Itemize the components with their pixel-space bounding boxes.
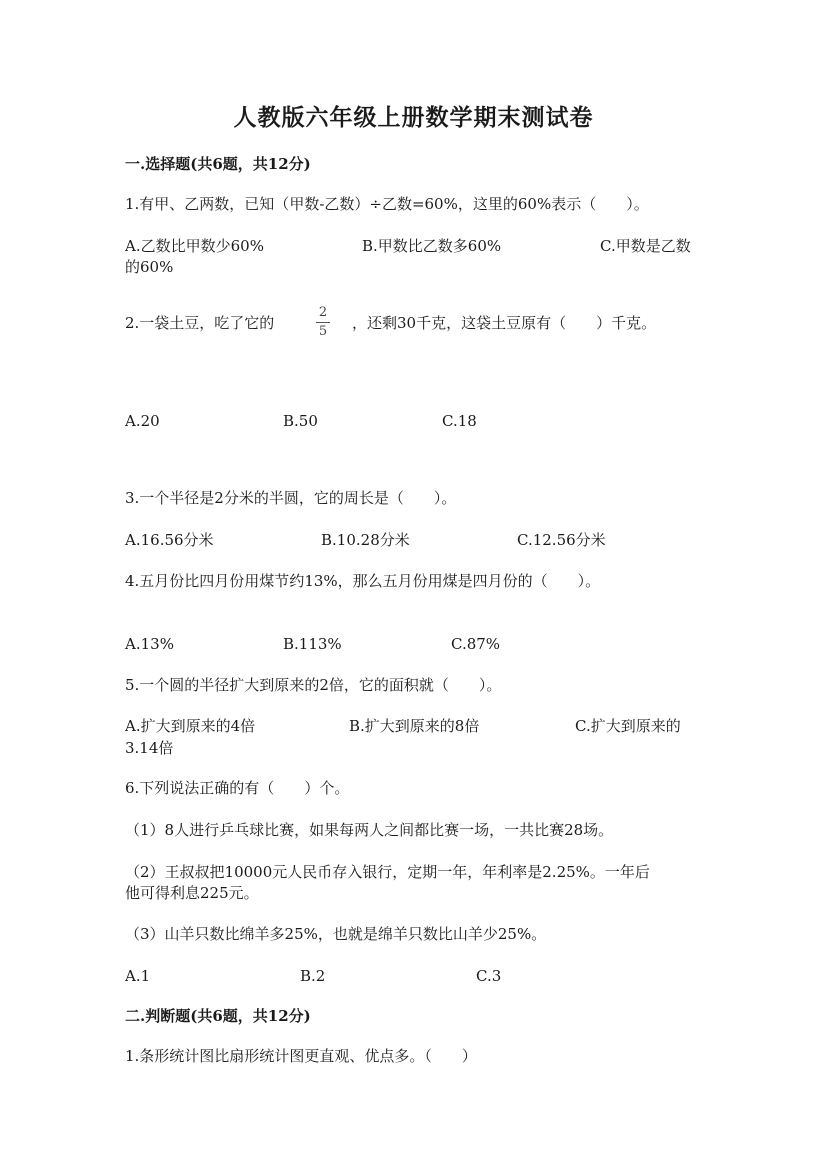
q2-stem-pre: 2.一袋土豆，吃了它的 bbox=[125, 314, 275, 332]
q4-option-b[interactable]: B.113% bbox=[283, 635, 342, 653]
q2-option-a[interactable]: A.20 bbox=[125, 412, 160, 430]
q1-stem: 1.有甲、乙两数，已知（甲数-乙数）÷乙数=60%，这里的60%表示（ ）。 bbox=[125, 195, 649, 213]
q6-statement-3: （3）山羊只数比绵羊多25%，也就是绵羊只数比山羊少25%。 bbox=[125, 925, 547, 943]
q1-option-a[interactable]: A.乙数比甲数少60% bbox=[125, 237, 264, 255]
q5-option-b[interactable]: B.扩大到原来的8倍 bbox=[349, 717, 480, 735]
q2-stem-post: ，还剩30千克，这袋土豆原有（ ）千克。 bbox=[352, 314, 657, 332]
q2-option-c[interactable]: C.18 bbox=[442, 412, 477, 430]
q3-option-b[interactable]: B.10.28分米 bbox=[321, 531, 410, 549]
page-title: 人教版六年级上册数学期末测试卷 bbox=[233, 104, 594, 131]
q6-stem: 6.下列说法正确的有（ ）个。 bbox=[125, 779, 350, 797]
q5-option-c-cont: 3.14倍 bbox=[125, 739, 174, 757]
q5-option-a[interactable]: A.扩大到原来的4倍 bbox=[125, 717, 256, 735]
q1-option-c[interactable]: C.甲数是乙数 bbox=[600, 237, 691, 255]
q3-option-a[interactable]: A.16.56分米 bbox=[125, 531, 214, 549]
section1-heading: 一.选择题(共6题，共12分) bbox=[125, 155, 311, 173]
q6-option-a[interactable]: A.1 bbox=[125, 967, 151, 985]
q6-option-b[interactable]: B.2 bbox=[300, 967, 326, 985]
q3-stem: 3.一个半径是2分米的半圆，它的周长是（ ）。 bbox=[125, 489, 457, 507]
q3-option-c[interactable]: C.12.56分米 bbox=[517, 531, 606, 549]
q5-option-c[interactable]: C.扩大到原来的 bbox=[575, 717, 681, 735]
q6-statement-2: （2）王叔叔把10000元人民币存入银行，定期一年，年利率是2.25%。一年后 bbox=[125, 863, 650, 881]
q5-stem: 5.一个圆的半径扩大到原来的2倍，它的面积就（ ）。 bbox=[125, 676, 502, 694]
q2-fraction bbox=[315, 306, 331, 339]
q6-option-c[interactable]: C.3 bbox=[476, 967, 502, 985]
q6-statement-1: （1）8人进行乒乓球比赛，如果每两人之间都比赛一场，一共比赛28场。 bbox=[125, 821, 614, 839]
fraction-bar bbox=[316, 322, 330, 323]
q6-statement-2-cont: 他可得利息225元。 bbox=[125, 884, 259, 902]
section2-heading: 二.判断题(共6题，共12分) bbox=[125, 1007, 311, 1025]
fraction-denominator: 5 bbox=[318, 324, 328, 339]
q1-option-b[interactable]: B.甲数比乙数多60% bbox=[362, 237, 502, 255]
q1-option-c-cont: 的60% bbox=[125, 258, 174, 276]
q2-option-b[interactable]: B.50 bbox=[283, 412, 318, 430]
q4-stem: 4.五月份比四月份用煤节约13%，那么五月份用煤是四月份的（ ）。 bbox=[125, 572, 601, 590]
q4-option-c[interactable]: C.87% bbox=[451, 635, 501, 653]
judge-q1-stem: 1.条形统计图比扇形统计图更直观、优点多。（ ） bbox=[125, 1047, 477, 1065]
fraction-numerator: 2 bbox=[318, 305, 328, 320]
q4-option-a[interactable]: A.13% bbox=[125, 635, 174, 653]
